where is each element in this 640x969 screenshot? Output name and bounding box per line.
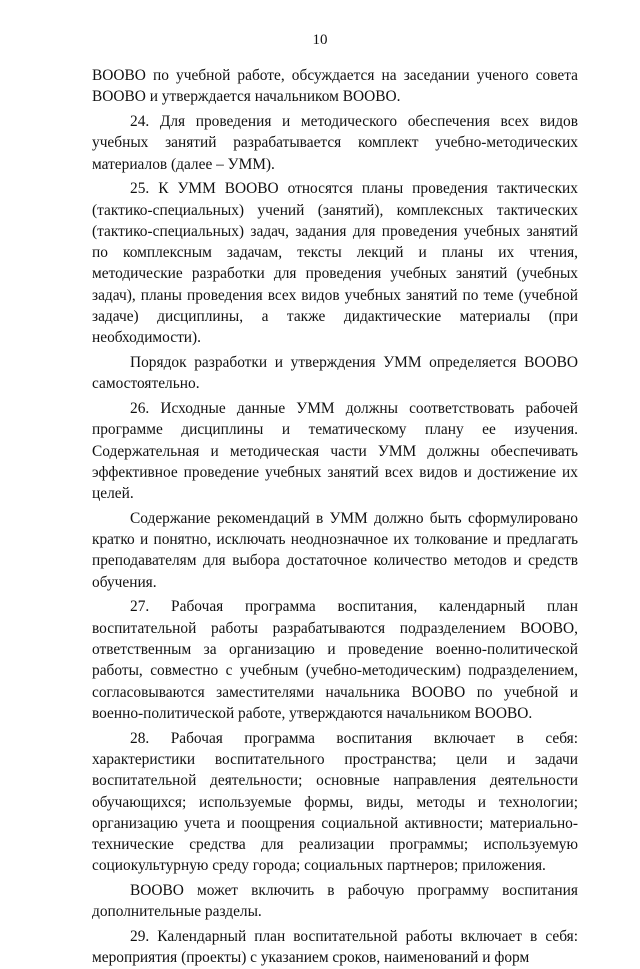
paragraph-28: 28. Рабочая программа воспитания включает в себя: характеристики воспитательного пространства; цели и задачи воспитательной деятельности; основные направления деятельности обучающихся; используемые формы, виды, методы и технологии; организацию учета и поощрения социальной активности; материально-технические средства для реализации программы; используемую социокультурную среду города; социальных партнеров; приложения.	[92, 729, 578, 875]
paragraph-26-content: Содержание рекомендаций в УММ должно быть сформулировано кратко и понятно, исключать неоднозначное их толкование и предлагать преподавателям для выбора достаточное количество методов и средств обучения.	[92, 509, 578, 591]
document-body	[92, 65, 578, 969]
paragraph-26: 26. Исходные данные УММ должны соответствовать рабочей программе дисциплины и тематическому плану ее изучения. Содержательная и методическая части УММ должны обеспечивать эффективное проведение учебных занятий всех видов и достижение их целей.	[92, 400, 578, 503]
page-number: 10	[312, 32, 328, 48]
paragraph-25: 25. К УММ ВООВО относятся планы проведения тактических (тактико-специальных) учений (занятий), комплексных тактических (тактико-специальных) задач, задания для проведения учебных занятий по комплексным задачам, тексты лекций и планы их чтения, методические разработки для проведения учебных занятий (учебных задач), планы проведения всех видов учебных занятий по теме (учебной задаче) дисциплины, а также дидактические материалы (при необходимости).	[92, 180, 578, 347]
paragraph-continuation: ВООВО по учебной работе, обсуждается на заседании ученого совета ВООВО и утверждается начальником ВООВО.	[92, 67, 578, 106]
paragraph-29: 29. Календарный план воспитательной работы включает в себя: мероприятия (проекты) с указанием сроков, наименований и форм	[92, 928, 578, 967]
paragraph-27: 27. Рабочая программа воспитания, календарный план воспитательной работы разрабатываются подразделением ВООВО, ответственным за организацию и проведение военно-политической работы, совместно с учебным (учебно-методическим) подразделением, согласовываются заместителями начальника ВООВО по учебной и военно-политической работе, утверждаются начальником ВООВО.	[92, 598, 578, 722]
paragraph-25-procedure: Порядок разработки и утверждения УММ определяется ВООВО самостоятельно.	[92, 354, 578, 393]
paragraph-24: 24. Для проведения и методического обеспечения всех видов учебных занятий разрабатывается комплект учебно-методических материалов (далее – УММ).	[92, 112, 578, 173]
paragraph-28-additional: ВООВО может включить в рабочую программу воспитания дополнительные разделы.	[92, 882, 578, 921]
